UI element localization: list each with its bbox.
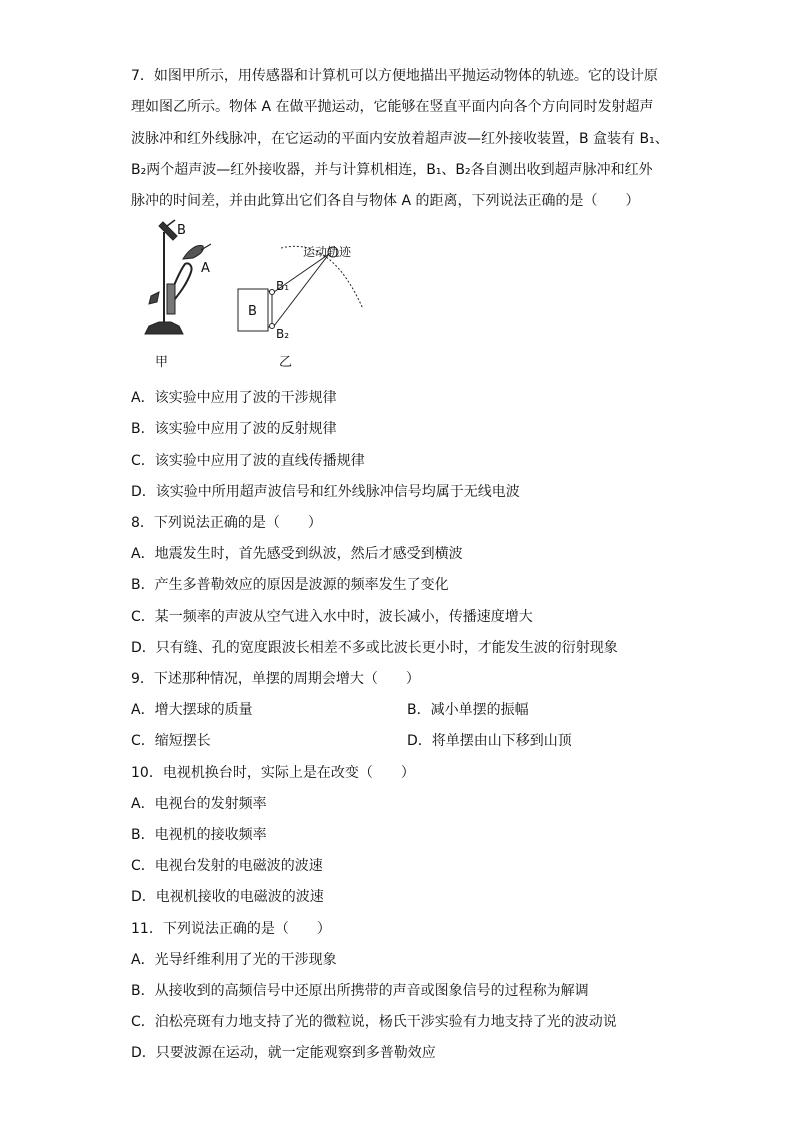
clamp <box>167 284 175 314</box>
q7-stem-line-2: 理如图乙所示。物体 A 在做平抛运动，它能够在竖直平面内向各个方向同时发射超声 <box>131 99 654 115</box>
q8-option-d: D．只有缝、孔的宽度跟波长相差不多或比波长更小时，才能发生波的衍射现象 <box>131 640 618 656</box>
receiver-b1 <box>270 290 275 295</box>
q11-option-d: D．只要波源在运动，就一定能观察到多普勒效应 <box>131 1045 436 1061</box>
label-b1: B₁ <box>276 279 290 293</box>
q7-stem-line-3: 波脉冲和红外线脉冲，在它运动的平面内安放着超声波—红外接收装置，B 盒装有 B₁、 <box>131 131 669 147</box>
q10-option-b: B．电视机的接收频率 <box>131 827 267 843</box>
q8-option-a: A．地震发生时，首先感受到纵波，然后才感受到横波 <box>131 546 463 562</box>
q7-figure <box>131 214 391 374</box>
q8-stem: 8．下列说法正确的是（ ） <box>131 515 322 531</box>
q7-stem-line-1: 7．如图甲所示，用传感器和计算机可以方便地描出平抛运动物体的轨迹。它的设计原 <box>131 68 658 84</box>
experiment-diagram <box>131 214 391 374</box>
label-trajectory: 运动轨迹 <box>303 245 352 259</box>
label-yi: 乙 <box>279 355 293 370</box>
label-jia: 甲 <box>155 355 169 370</box>
q10-stem: 10．电视机换台时，实际上是在改变（ ） <box>131 765 415 781</box>
q7-option-a: A．该实验中应用了波的干涉规律 <box>131 390 337 406</box>
label-A: A <box>201 261 210 276</box>
receiver-b2 <box>270 324 275 329</box>
q11-stem: 11．下列说法正确的是（ ） <box>131 921 331 937</box>
q10-option-c: C．电视台发射的电磁波的波速 <box>131 858 323 874</box>
q7-option-d: D．该实验中所用超声波信号和红外线脉冲信号均属于无线电波 <box>131 484 520 500</box>
q9-option-b: B．减小单摆的振幅 <box>407 702 529 718</box>
label-B: B <box>177 223 186 238</box>
stand-base <box>145 322 183 334</box>
q7-option-c: C．该实验中应用了波的直线传播规律 <box>131 453 365 469</box>
q9-option-c: C．缩短摆长 <box>131 733 211 749</box>
q11-option-a: A．光导纤维利用了光的干涉现象 <box>131 952 337 968</box>
q10-option-a: A．电视台的发射频率 <box>131 796 267 812</box>
q7-stem-line-5: 脉冲的时间差，并由此算出它们各自与物体 A 的距离，下列说法正确的是（ ） <box>131 193 640 209</box>
q11-option-b: B．从接收到的高频信号中还原出所携带的声音或图象信号的过程称为解调 <box>131 983 589 999</box>
q8-option-c: C．某一频率的声波从空气进入水中时，波长减小，传播速度增大 <box>131 609 533 625</box>
label-b2: B₂ <box>276 327 290 341</box>
launcher-a-device <box>183 246 203 259</box>
q7-option-b: B．该实验中应用了波的反射规律 <box>131 421 337 437</box>
q11-option-c: C．泊松亮斑有力地支持了光的微粒说，杨氏干涉实验有力地支持了光的波动说 <box>131 1014 617 1030</box>
q9-option-a: A．增大摆球的质量 <box>131 702 253 718</box>
q10-option-d: D．电视机接收的电磁波的波速 <box>131 889 324 905</box>
q9-option-d: D．将单摆由山下移到山顶 <box>407 733 572 749</box>
q8-option-b: B．产生多普勒效应的原因是波源的频率发生了变化 <box>131 577 449 593</box>
q7-stem-line-4: B₂两个超声波—红外接收器，并与计算机相连，B₁、B₂各自测出收到超声脉冲和红外 <box>131 162 653 178</box>
label-box-b: B <box>248 304 257 319</box>
q9-stem: 9．下述那种情况，单摆的周期会增大（ ） <box>131 671 420 687</box>
